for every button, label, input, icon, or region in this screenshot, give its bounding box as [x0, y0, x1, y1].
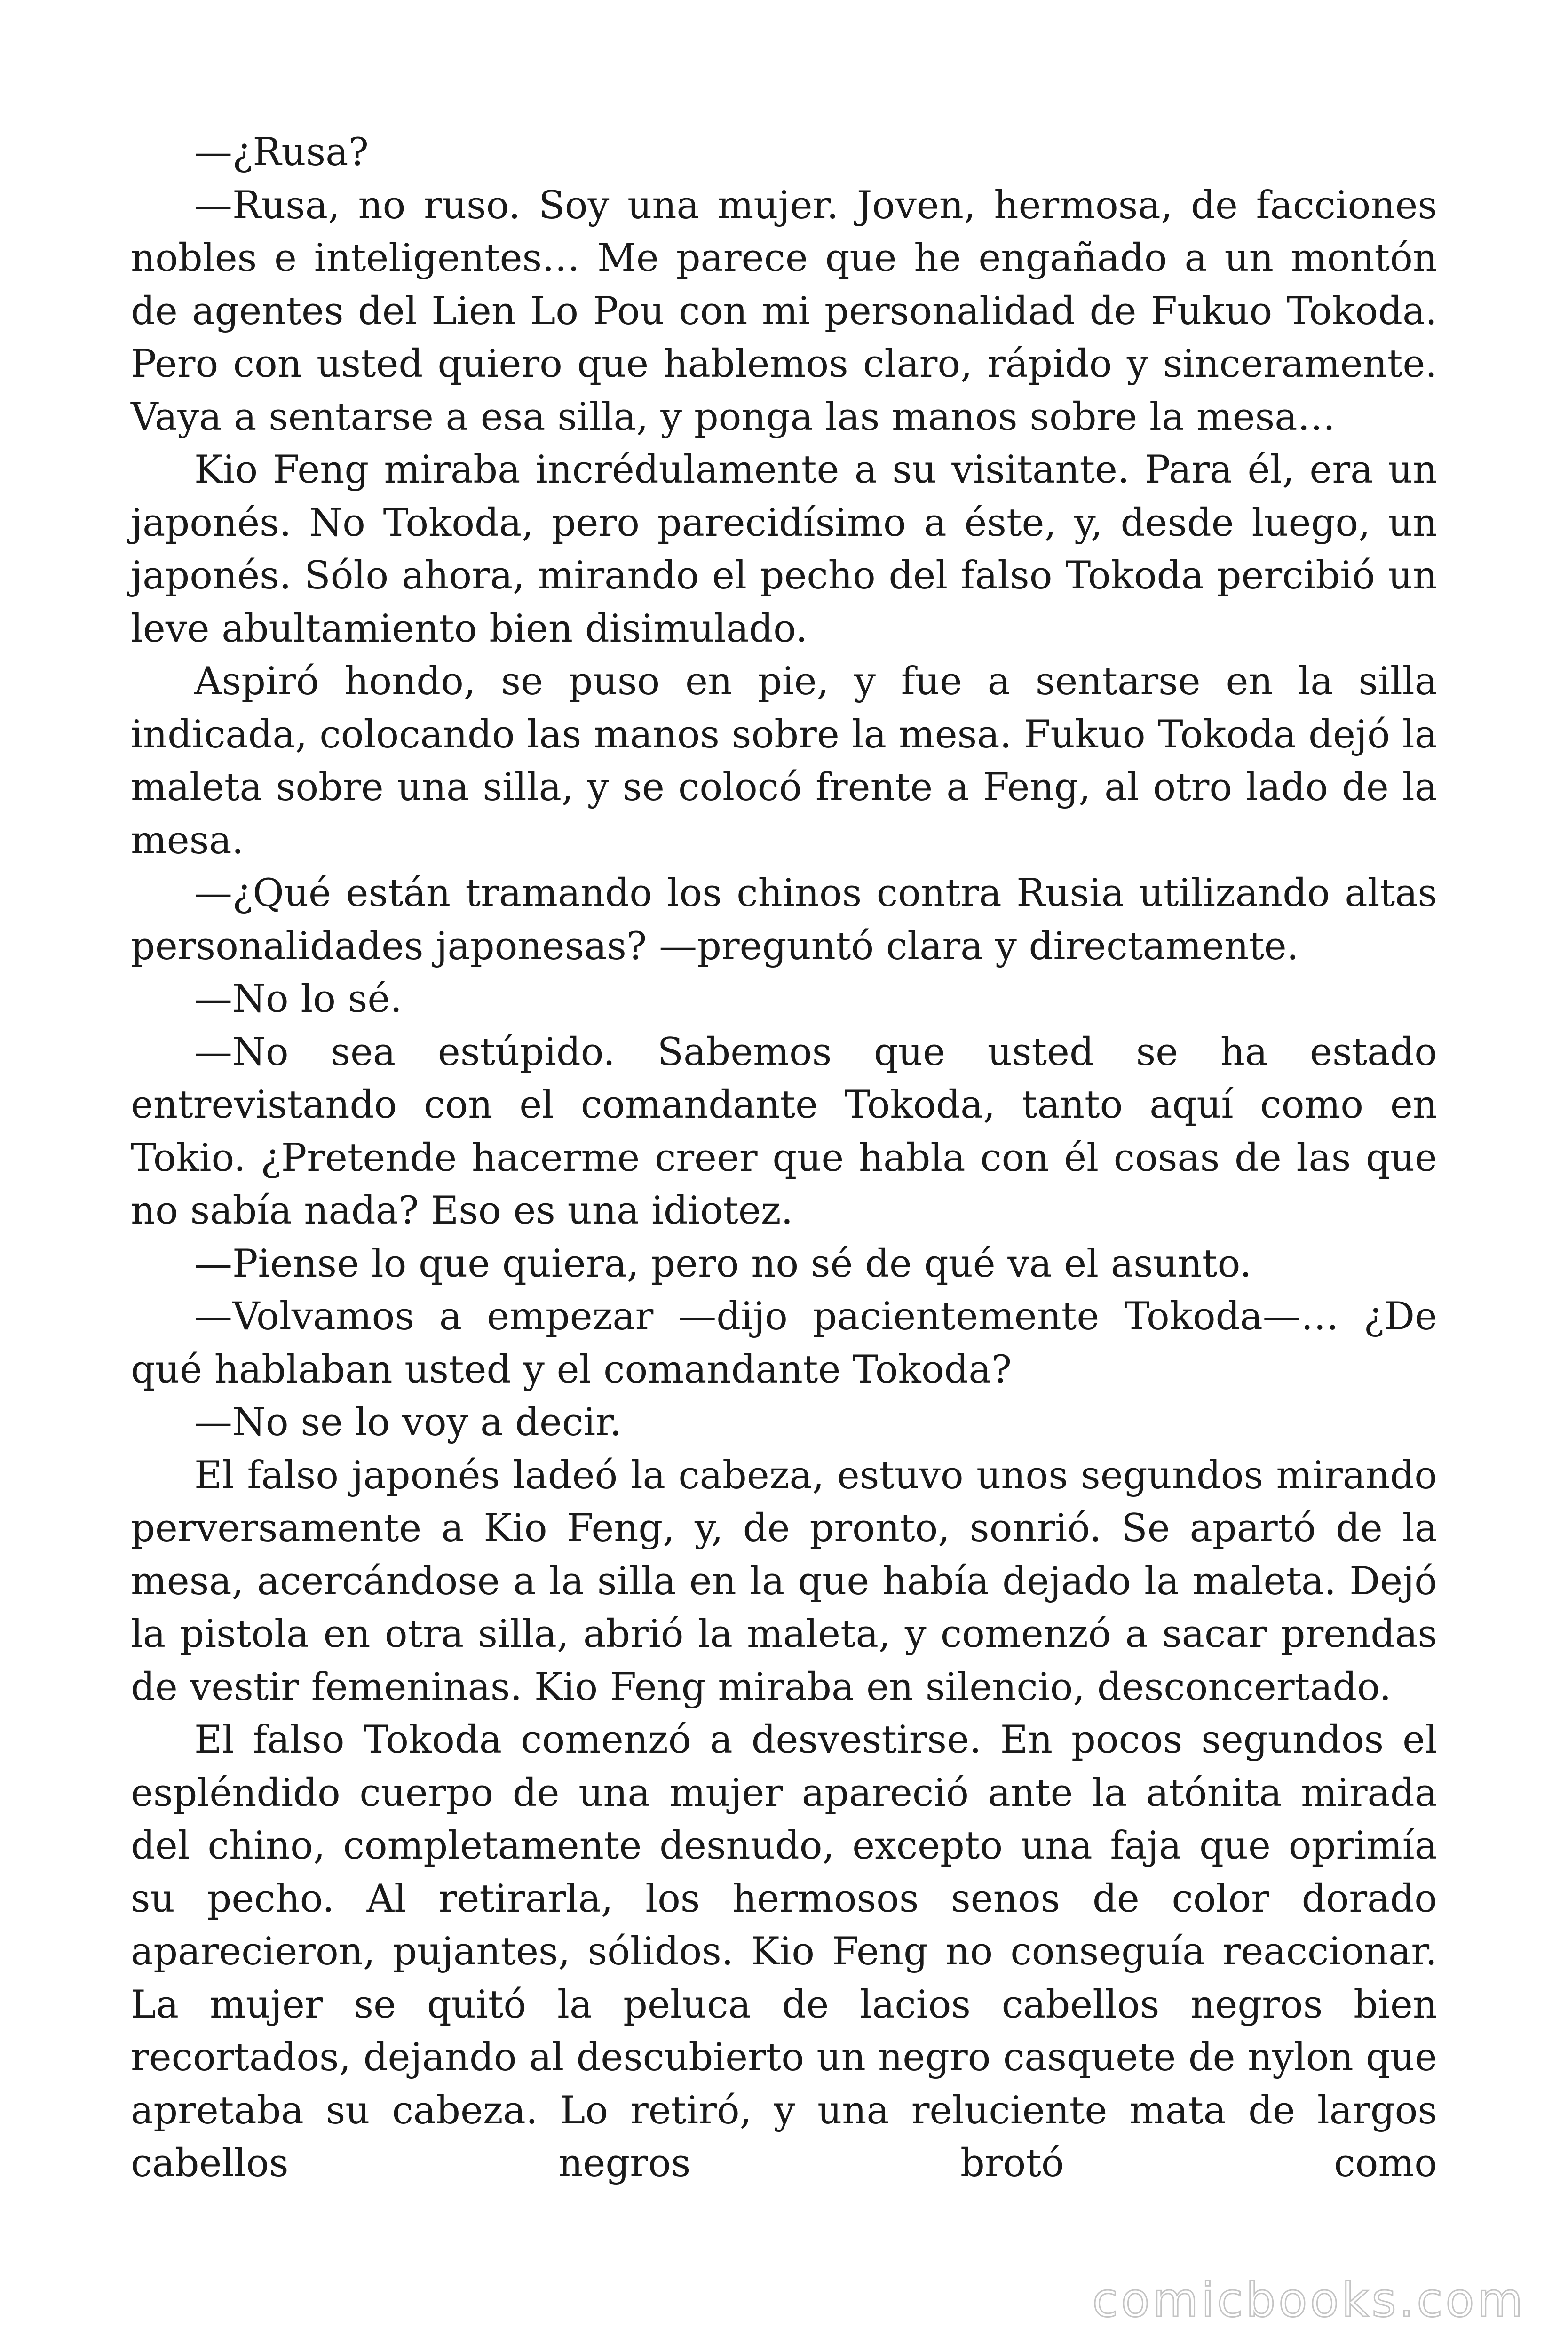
paragraph-1: —¿Rusa? [194, 130, 369, 175]
body-text [131, 126, 1437, 2190]
paragraph-10: —No se lo voy a decir. [194, 1400, 622, 1445]
paragraph-5: —¿Qué están tramando los chinos contra Rusia utilizando altas personalidades japonesas? —preguntó clara y directamente. [131, 871, 1437, 969]
paragraph-7: —No sea estúpido. Sabemos que usted se ha estado entrevistando con el comandante Tokoda, tanto aquí como en Tokio. ¿Pretende hacerme creer que habla con él cosas de las que no sabía nada? Eso es una idiotez. [131, 1030, 1437, 1233]
paragraph-9: —Volvamos a empezar —dijo pacientemente Tokoda—… ¿De qué hablaban usted y el comandante Tokoda? [131, 1295, 1437, 1392]
paragraph-8: —Piense lo que quiera, pero no sé de qué va el asunto. [194, 1241, 1252, 1286]
paragraph-6: —No lo sé. [194, 977, 403, 1021]
paragraph-2: —Rusa, no ruso. Soy una mujer. Joven, hermosa, de facciones nobles e inteligentes… Me parece que he engañado a un montón de agentes del Lien Lo Pou con mi personalidad de Fukuo Tokoda. Pero con usted quiero que hablemos claro, rápido y sinceramente. Vaya a sentarse a esa silla, y ponga las manos sobre la mesa… [131, 183, 1437, 439]
paragraph-12: El falso Tokoda comenzó a desvestirse. En pocos segundos el espléndido cuerpo de una mujer apareció ante la atónita mirada del chino, completamente desnudo, excepto una faja que oprimía su pecho. Al retirarla, los hermosos senos de color dorado aparecieron, pujantes, sólidos. Kio Feng no conseguía reaccionar. La mujer se quitó la peluca de lacios cabellos negros bien recortados, dejando al descubierto un negro casquete de nylon que apretaba su cabeza. Lo retiró, y una reluciente mata de largos cabellos negros brotó como [131, 1718, 1437, 2185]
watermark-logo: comicbooks.com [1092, 2273, 1526, 2328]
paragraph-4: Aspiró hondo, se puso en pie, y fue a sentarse en la silla indicada, colocando las manos sobre la mesa. Fukuo Tokoda dejó la maleta sobre una silla, y se colocó frente a Feng, al otro lado de la mesa. [131, 660, 1437, 863]
paragraph-11: El falso japonés ladeó la cabeza, estuvo unos segundos mirando perversamente a Kio Feng, y, de pronto, sonrió. Se apartó de la mesa, acercándose a la silla en la que había dejado la maleta. Dejó la pistola en otra silla, abrió la maleta, y comenzó a sacar prendas de vestir femeninas. Kio Feng miraba en silencio, desconcertado. [131, 1453, 1437, 1709]
paragraph-3: Kio Feng miraba incrédulamente a su visitante. Para él, era un japonés. No Tokoda, pero parecidísimo a éste, y, desde luego, un japonés. Sólo ahora, mirando el pecho del falso Tokoda percibió un leve abultamiento bien disimulado. [131, 448, 1437, 651]
